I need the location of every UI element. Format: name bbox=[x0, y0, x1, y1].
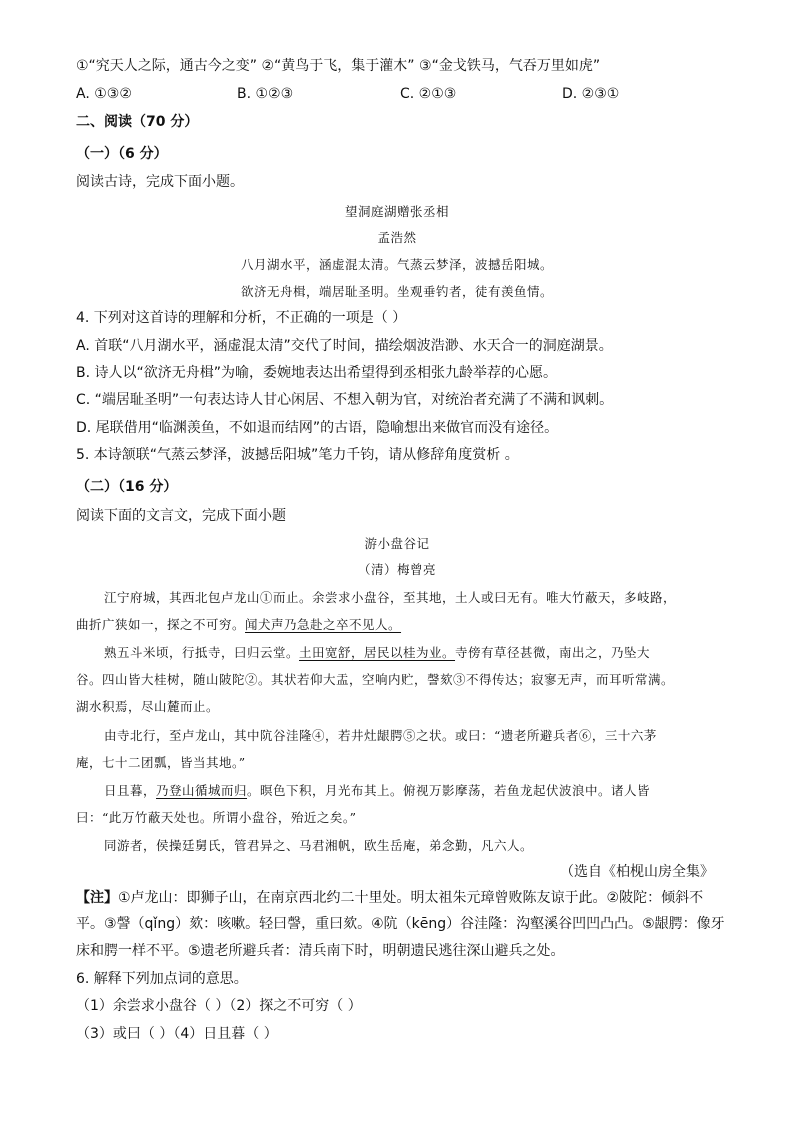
essay-p2-line1 bbox=[104, 643, 650, 663]
q6-stem: 6. 解释下列加点词的意思。 bbox=[76, 971, 248, 987]
essay-p1-line2-a: 曲折广狭如一，探之不可穷。 bbox=[76, 617, 246, 632]
q3-option-d: D. ②③① bbox=[562, 86, 620, 102]
q6-row-1: （1）余尝求小盘谷（ ）（2）探之不可穷（ ） bbox=[76, 998, 362, 1014]
essay-source: （选自《柏枧山房全集》 bbox=[560, 864, 714, 880]
poem-line-2: 欲济无舟楫，端居耻圣明。坐观垂钓者，徒有羡鱼情。 bbox=[240, 284, 553, 299]
q3-option-c: C. ②①③ bbox=[400, 86, 457, 102]
q4-option-d: D. 尾联借用“临渊羡鱼，不如退而结网”的古语，隐喻想出来做官而没有途径。 bbox=[76, 420, 559, 436]
part1-heading: （一）（6 分） bbox=[76, 146, 168, 162]
note-line2: 平。③謦（qǐng）欬：咳嗽。轻曰謦，重曰欬。④阬（kēng）谷洼隆：沟壑溪谷凹凹凸凸。⑤龈腭：像牙 bbox=[76, 916, 725, 932]
essay-p2-line1-c: 寺傍有草径甚微，南出之，乃坠大 bbox=[455, 645, 651, 660]
essay-p1-line1: 江宁府城，其西北包卢龙山①而止。余尝求小盘谷，至其地，土人或曰无有。唯大竹蔽天，多岐路， bbox=[104, 590, 677, 605]
q4-option-a: A. 首联“八月湖水平，涵虚混太清”交代了时间，描绘烟波浩渺、水天合一的洞庭湖景。 bbox=[76, 338, 613, 354]
note-line3: 床和腭一样不平。⑤遗老所避兵者：清兵南下时，明朝遗民逃往深山避兵之处。 bbox=[76, 943, 565, 959]
q3-option-a: A. ①③② bbox=[76, 86, 132, 102]
essay-p4-line1-a: 日且暮， bbox=[104, 783, 157, 798]
essay-p4-line1-c: 。暝色下积，月光布其上。俯视万影摩荡，若鱼龙起伏波浪中。诸人皆 bbox=[247, 783, 651, 798]
essay-p3-line1: 由寺北行，至卢龙山，其中阬谷洼隆④，若井灶龈腭⑤之状。或曰：“遗老所避兵者⑥，三十六茅 bbox=[104, 728, 657, 743]
essay-p3-line2: 庵，七十二团瓢，皆当其地。” bbox=[76, 755, 246, 770]
q3-option-b: B. ①②③ bbox=[237, 86, 294, 102]
essay-p5-line1: 同游者，侯操廷舅氏，管君异之、马君湘帆，欧生岳庵，弟念勤，凡六人。 bbox=[104, 838, 534, 853]
note-line1 bbox=[76, 888, 703, 908]
essay-p4-line1 bbox=[104, 781, 650, 801]
poem-title: 望洞庭湖赠张丞相 bbox=[344, 204, 449, 219]
part1-instruction: 阅读古诗，完成下面小题。 bbox=[76, 174, 244, 190]
essay-title: 游小盘谷记 bbox=[364, 536, 430, 551]
q3-items: ①“究天人之际，通古今之变” ②“黄鸟于飞，集于灌木” ③“金戈铁马，气吞万里如虎” bbox=[76, 58, 601, 74]
q4-stem: 4. 下列对这首诗的理解和分析，不正确的一项是（ ） bbox=[76, 310, 407, 326]
q6-row-2: （3）或曰（ ）（4）日且暮（ ） bbox=[76, 1026, 278, 1042]
essay-p2-line3: 湖水积焉，尽山麓而止。 bbox=[76, 699, 220, 714]
q4-option-c: C. “端居耻圣明”一句表达诗人甘心闲居、不想入朝为官，对统治者充满了不满和讽刺。 bbox=[76, 392, 614, 408]
poem-line-1: 八月湖水平，涵虚混太清。气蒸云梦泽，波撼岳阳城。 bbox=[240, 257, 553, 272]
q4-option-b: B. 诗人以“欲济无舟楫”为喻，委婉地表达出希望得到丞相张九龄举荐的心愿。 bbox=[76, 365, 558, 381]
essay-p4-line2: 曰：“此万竹蔽天处也。所谓小盘谷，殆近之矣。” bbox=[76, 810, 357, 825]
essay-p2-underlined: 土田宽舒，居民以桂为业。 bbox=[299, 645, 456, 660]
essay-p2-line2: 谷。四山皆大桂树，随山陂陀②。其状若仰大盂，空响内贮，謦欬③不得传达；寂寥无声，而耳听常满。 bbox=[76, 672, 675, 687]
essay-p1-underlined: 闻犬声乃急赴之卒不见人。 bbox=[245, 617, 402, 632]
essay-p2-line1-a: 熟五斗米顷，行抵寺，曰归云堂。 bbox=[104, 645, 300, 660]
essay-author: （清）梅曾亮 bbox=[357, 562, 436, 577]
part2-instruction: 阅读下面的文言文，完成下面小题 bbox=[76, 508, 286, 524]
note-line1-text: ①卢龙山：即狮子山，在南京西北约二十里处。明太祖朱元璋曾败陈友谅于此。②陂陀：倾斜不 bbox=[118, 890, 704, 906]
note-label: 【注】 bbox=[76, 890, 118, 906]
q5-stem: 5. 本诗颔联“气蒸云梦泽，波撼岳阳城”笔力千钧，请从修辞角度赏析 。 bbox=[76, 447, 519, 463]
section-title: 二、阅读（70 分） bbox=[76, 114, 199, 130]
part2-heading: （二）（16 分） bbox=[76, 479, 178, 495]
poem-author: 孟浩然 bbox=[377, 230, 417, 245]
essay-p1-line2 bbox=[76, 615, 401, 635]
essay-p4-underlined: 乃登山循城而归 bbox=[156, 783, 248, 798]
